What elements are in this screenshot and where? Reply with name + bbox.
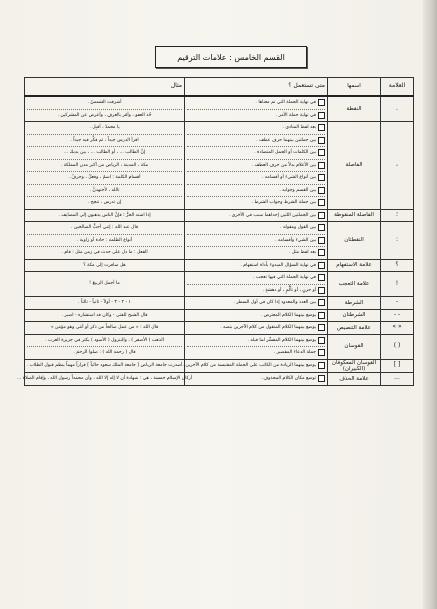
- usage-line: [187, 373, 325, 385]
- page-binding-edge: [423, 0, 437, 609]
- example-text: أصدرت جامعة الرياض [ جامعة الملك سعود حالياً ] قراراً مهماً ينظم قبول الطلاب .: [26, 363, 183, 369]
- usage-cell: [185, 373, 328, 386]
- usage-text: بين الجملتين اللتين إحداهما سبب في الأخرى .: [228, 212, 316, 218]
- checkbox-icon: [318, 112, 325, 119]
- checkbox-icon: [318, 224, 325, 231]
- punctuation-table: [16, 77, 414, 386]
- usage-cell: [185, 259, 328, 272]
- table-body: [16, 96, 414, 385]
- punctuation-mark: .: [381, 96, 414, 122]
- usage-text: بين العدد والمعدود إذا كان في أول السطر .: [233, 300, 316, 306]
- example-cell: [25, 222, 185, 260]
- header-mark: العلامة: [381, 78, 414, 97]
- usage-line: [187, 246, 325, 259]
- example-text: ١ - ٢ - ٣ - أولاً - ثانياً - ثالثاً .: [78, 300, 131, 306]
- usage-line: [187, 284, 325, 297]
- checkbox-icon: [318, 174, 325, 181]
- header-name: اسمها: [328, 78, 381, 97]
- punctuation-mark: !: [381, 272, 414, 297]
- mark-name: علامة التنصيص: [328, 322, 381, 335]
- punctuation-mark: ...: [381, 373, 414, 386]
- usage-text: في نهاية الجملة التي تم معناها .: [255, 100, 316, 106]
- usage-text: في نهاية جملة الأمر .: [275, 112, 316, 118]
- usage-text: بين جملتين بينهما حرف عطف .: [256, 137, 316, 143]
- header-use: متى تستعمل ؟: [185, 78, 328, 97]
- table-row: [25, 222, 414, 260]
- example-cell: [25, 96, 185, 122]
- table-row: [25, 322, 414, 335]
- usage-text: يوضع بينهما الكلام المعترض .: [260, 312, 316, 318]
- mark-name: علامة التعجب: [328, 272, 381, 297]
- usage-line: [187, 184, 325, 197]
- table-row: [25, 96, 414, 122]
- usage-line: [187, 346, 325, 359]
- usage-text: بين القول ومقوله .: [280, 225, 316, 231]
- usage-cell: [185, 334, 328, 359]
- checkbox-icon: [318, 349, 325, 356]
- example-text: الفعل : ما دل على حدث في زمن مثل : قام .: [27, 246, 182, 259]
- checkbox-icon: [318, 162, 325, 169]
- usage-text: بعد لفظ المنادى .: [282, 125, 316, 131]
- checkbox-icon: [318, 375, 325, 382]
- example-text: قال ( رحمه الله ) : صلوا الرحمَ .: [27, 346, 182, 359]
- example-cell: [16, 373, 193, 386]
- usage-text: جملة الدعاء المقصير .: [273, 350, 316, 356]
- usage-line: [187, 222, 325, 234]
- usage-line: [187, 196, 325, 209]
- usage-text: بين أنواع الشيء أو أقسامه .: [261, 175, 316, 181]
- example-text: إذا اشتد الحرُّ ؛ فإنَّ الناس يذهبون إلى المصايف .: [58, 212, 151, 218]
- mark-name: الفاصلة المنقوطة: [328, 209, 381, 222]
- mark-name: النقطتان: [328, 222, 381, 260]
- example-text: أقسام الكلمة : اسمٌ ، وفعلٌ ، وحرفٌ .: [27, 171, 182, 184]
- example-text: أنواع الظلمة : حادة أو زاوية .: [27, 234, 182, 247]
- checkbox-icon: [318, 249, 325, 256]
- usage-cell: [185, 272, 328, 297]
- mark-name: القوسان: [328, 334, 381, 359]
- usage-text: بين الشيء وأقسامه .: [275, 237, 316, 243]
- example-text: اقرأ الدرس جيداً ، ثم فكِّر فيه جيداً .: [27, 134, 182, 147]
- usage-text: بعد لفظ مثل .: [288, 250, 316, 256]
- usage-line: [182, 360, 325, 372]
- usage-text: يوضع بينهما الكلام المنقول من كلام الآخرين بنصه .: [220, 325, 316, 331]
- usage-text: في نهاية الجملة التي فيها تعجب .: [252, 275, 316, 281]
- example-cell: [25, 209, 185, 222]
- example-text: إن تدرس ، تنجح .: [27, 196, 182, 209]
- checkbox-icon: [318, 324, 325, 331]
- usage-text: بين القسم وجوابه .: [279, 187, 316, 193]
- section-title: القسم الخامس : علامات الترقيم: [155, 46, 307, 68]
- mark-name: القوسان المعكوفان (الكبيران): [328, 359, 381, 373]
- mark-name: الشرطتان: [328, 309, 381, 322]
- usage-text: في نهاية السؤال المبدوء بأداة استفهام .: [240, 262, 316, 268]
- example-cell: [25, 259, 185, 272]
- table-row: [25, 359, 414, 373]
- usage-text: أو حزنٍ ، أو تألُّمٍ ، أو دهشةٍ .: [262, 287, 316, 293]
- usage-text: توضع مكان الكلام المحذوف .: [260, 376, 316, 382]
- usage-cell: [182, 359, 328, 373]
- usage-line: [187, 122, 325, 134]
- punctuation-mark: - -: [381, 309, 414, 322]
- punctuation-mark: ؟: [381, 259, 414, 272]
- punctuation-mark: ( ): [381, 334, 414, 359]
- example-cell: [25, 309, 185, 322]
- usage-cell: [185, 122, 328, 210]
- example-cell: [25, 359, 185, 373]
- checkbox-icon: [318, 362, 325, 369]
- usage-cell: [185, 222, 328, 260]
- usage-line: [187, 134, 325, 147]
- example-text: الذهب ( الأصفر ) ، والبترول ( الأسود ) يكثر في جزيرة العرب .: [45, 337, 164, 343]
- example-text: أركان الإسلام خمسة ، هي : شهادة أن لا إله إلا الله ، وأن محمداً رسول الله ، وإقام الصلاة ...: [16, 376, 193, 382]
- table-row: [25, 297, 414, 310]
- checkbox-icon: [318, 274, 325, 281]
- punctuation-mark: [ ]: [381, 359, 414, 373]
- example-text: تالله ، لأجتهدنَّ .: [27, 184, 182, 197]
- table-row: [25, 272, 414, 297]
- usage-line: [187, 171, 325, 184]
- table-row: [25, 209, 414, 222]
- usage-cell: [185, 96, 328, 122]
- mark-name: النقطة: [328, 96, 381, 122]
- usage-cell: [185, 209, 328, 222]
- checkbox-icon: [318, 199, 325, 206]
- table-row: [25, 259, 414, 272]
- usage-line: [187, 322, 325, 334]
- usage-cell: [185, 322, 328, 335]
- usage-text: بين جملة الشرط وجواب الشرط .: [251, 200, 316, 206]
- usage-cell: [185, 309, 328, 322]
- example-text: مكة ، المدينة ، الرياض من أكبر مدن المملكة .: [27, 159, 182, 172]
- example-cell: [25, 297, 185, 310]
- checkbox-icon: [318, 312, 325, 319]
- checkbox-icon: [318, 337, 325, 344]
- example-text: يا محمدُ ، أقبِل .: [89, 125, 120, 131]
- header-example: مثال: [25, 78, 185, 97]
- punctuation-mark: ؛: [381, 209, 414, 222]
- usage-line: [187, 159, 325, 172]
- mark-name: علامة الاستفهام: [328, 259, 381, 272]
- checkbox-icon: [318, 287, 325, 294]
- usage-line: [187, 97, 325, 109]
- checkbox-icon: [318, 299, 325, 306]
- example-text: إنَّ الطالب ... ، أو الطالب ... ، بين يديك ...: [27, 146, 182, 159]
- punctuation-mark: ،: [381, 122, 414, 210]
- checkbox-icon: [318, 262, 325, 269]
- example-cell: [25, 272, 185, 297]
- example-text: قال عبد الله : إنني أحبُّ الصالحين .: [70, 225, 139, 231]
- usage-line: [187, 146, 325, 159]
- usage-text: بين الأعلام بدلاً من حرف العطف .: [251, 162, 316, 168]
- punctuation-mark: :: [381, 222, 414, 260]
- usage-line: [187, 234, 325, 247]
- table-header-row: [25, 78, 414, 97]
- example-cell: [25, 122, 185, 210]
- example-text: قال الشيخ للفتى - وكان قد استشاره - اصبر .: [61, 312, 148, 318]
- table-row: [25, 122, 414, 210]
- example-text: قال الله : « من عمل صالحاً من ذكر أو أنثى وهو مؤمن »: [50, 325, 159, 331]
- example-text: خُذ العفو ، وأمُر بالعرفِ ، وأعرض عن المشركين .: [27, 109, 182, 122]
- checkbox-icon: [318, 237, 325, 244]
- checkbox-icon: [318, 124, 325, 131]
- mark-name: الشرطة: [328, 297, 381, 310]
- usage-text: يوضع بينهما الكلام المفسِّر لما قبله .: [247, 337, 316, 343]
- example-text: هل سافرت إلى مكة ؟: [83, 262, 126, 268]
- usage-cell: [185, 297, 328, 310]
- example-text: ما أجمل الربيعَ !: [89, 281, 120, 287]
- usage-text: بين الكلمات أو الجمل المتضادة .: [254, 150, 316, 156]
- checkbox-icon: [318, 212, 325, 219]
- example-cell: [25, 334, 185, 359]
- checkbox-icon: [318, 99, 325, 106]
- usage-line: [187, 272, 325, 284]
- usage-line: [187, 210, 325, 222]
- usage-line: [187, 260, 325, 272]
- checkbox-icon: [318, 187, 325, 194]
- checkbox-icon: [318, 149, 325, 156]
- checkbox-icon: [318, 137, 325, 144]
- mark-name: الفاصلة: [328, 122, 381, 210]
- mark-name: علامة الحذف: [328, 373, 381, 386]
- example-text: أشرقت الشمسُ .: [87, 100, 122, 106]
- usage-line: [187, 297, 325, 309]
- example-cell: [25, 322, 185, 335]
- table-row: [25, 373, 414, 386]
- punctuation-mark: -: [381, 297, 414, 310]
- table-row: [25, 309, 414, 322]
- table-row: [25, 334, 414, 359]
- usage-line: [187, 310, 325, 322]
- usage-text: يوضع بينهما الزيادة من الكاتب على الجملة المقتبسة من كلام الآخرين .: [182, 363, 316, 369]
- punctuation-mark: « »: [381, 322, 414, 335]
- usage-line: [187, 335, 325, 347]
- usage-line: [187, 109, 325, 122]
